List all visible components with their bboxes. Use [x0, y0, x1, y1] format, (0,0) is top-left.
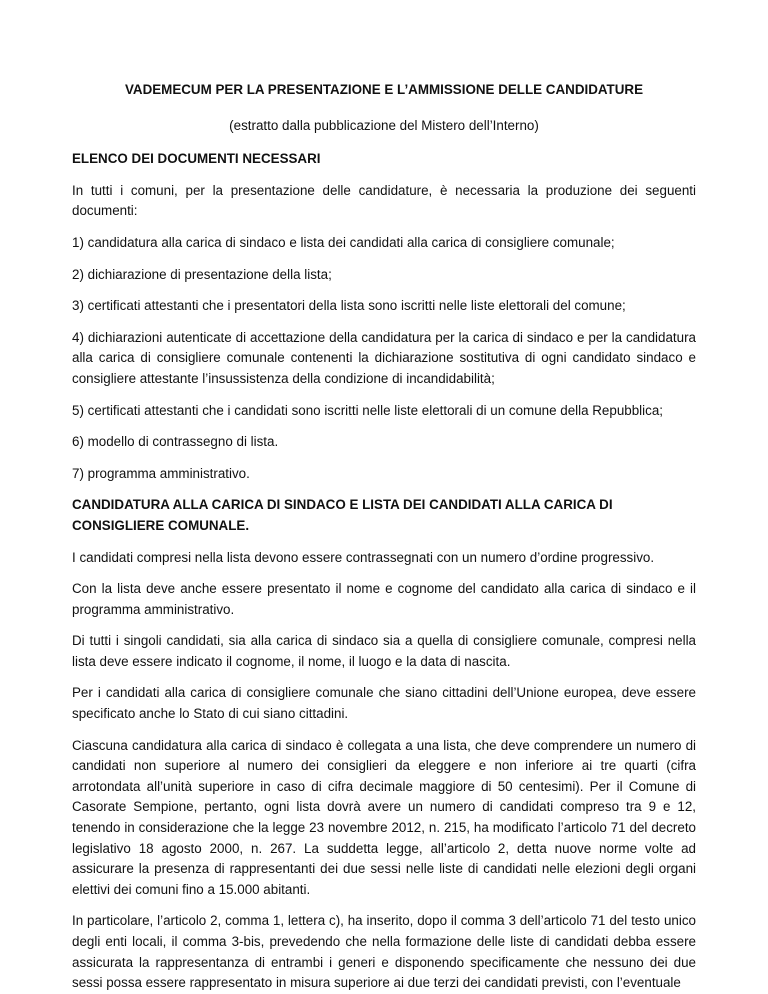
body-paragraph: Con la lista deve anche essere presentato il nome e cognome del candidato alla carica di sindaco e il programma amministrativo. [72, 581, 696, 617]
document-title: VADEMECUM PER LA PRESENTAZIONE E L’AMMISSIONE DELLE CANDIDATURE [124, 82, 644, 97]
list-item: 4) dichiarazioni autenticate di accettazione della candidatura per la carica di sindaco e per la candidatura alla carica di consigliere comunale contenenti la dichiarazione sostitutiva di ogni candidato sindaco e consigliere attestante l’insussistenza della condizione di incandidabilità; [72, 329, 696, 386]
section-heading-candidature: CANDIDATURA ALLA CARICA DI SINDACO E LISTA DEI CANDIDATI ALLA CARICA DI CONSIGLIERE COMUNALE. [72, 497, 613, 533]
list-item: 1) candidatura alla carica di sindaco e lista dei candidati alla carica di consigliere comunale; [72, 234, 615, 250]
body-paragraph: Ciascuna candidatura alla carica di sindaco è collegata a una lista, che deve comprendere un numero di candidati non superiore al numero dei consiglieri da eleggere e non inferiore ai tre quarti (cifra arrotondata all’unità superiore in caso di cifra decimale maggiore di 50 centesimi). Per il Comune di Casorate Sempione, pertanto, ogni lista dovrà avere un numero di candidati compreso tra 9 e 12, tenendo in considerazione che la legge 23 novembre 2012, n. 215, ha modificato l’articolo 71 del decreto legislativo 18 agosto 2000, n. 267. La suddetta legge, all’articolo 2, detta nuove norme volte ad assicurare la presenza di rappresentanti dei due sessi nelle liste di candidati nelle elezioni degli organi elettivi dei comuni fino a 15.000 abitanti. [72, 737, 696, 897]
list-item: 3) certificati attestanti che i presentatori della lista sono iscritti nelle liste elettorali del comune; [72, 298, 626, 314]
list-item: 7) programma amministrativo. [72, 465, 250, 481]
section-heading-documents: ELENCO DEI DOCUMENTI NECESSARI [72, 151, 321, 167]
body-paragraph: Di tutti i singoli candidati, sia alla carica di sindaco sia a quella di consigliere comunale, compresi nella lista deve essere indicato il cognome, il nome, il luogo e la data di nascita. [72, 633, 696, 669]
body-paragraph: I candidati compresi nella lista devono essere contrassegnati con un numero d’ordine progressivo. [72, 549, 655, 565]
list-item: 5) certificati attestanti che i candidati sono iscritti nelle liste elettorali di un comune della Repubblica; [72, 402, 663, 418]
body-paragraph: In particolare, l’articolo 2, comma 1, lettera c), ha inserito, dopo il comma 3 dell’articolo 71 del testo unico degli enti locali, il comma 3-bis, prevedendo che nella formazione delle liste di candidati debba essere assicurata la rappresentanza di entrambi i generi e disponendo specificamente che nessuno dei due sessi possa essere rappresentato in misura superiore ai due terzi dei candidati previsti, con l’eventuale [72, 913, 696, 991]
list-item: 6) modello di contrassegno di lista. [72, 434, 279, 450]
body-paragraph: Per i candidati alla carica di consigliere comunale che siano cittadini dell’Unione europea, deve essere specificato anche lo Stato di cui siano cittadini. [72, 685, 696, 722]
intro-paragraph: In tutti i comuni, per la presentazione delle candidature, è necessaria la produzione dei seguenti documenti: [72, 182, 696, 219]
list-item: 2) dichiarazione di presentazione della lista; [72, 266, 332, 282]
document-subtitle: (estratto dalla pubblicazione del Mistero dell’Interno) [229, 117, 539, 133]
